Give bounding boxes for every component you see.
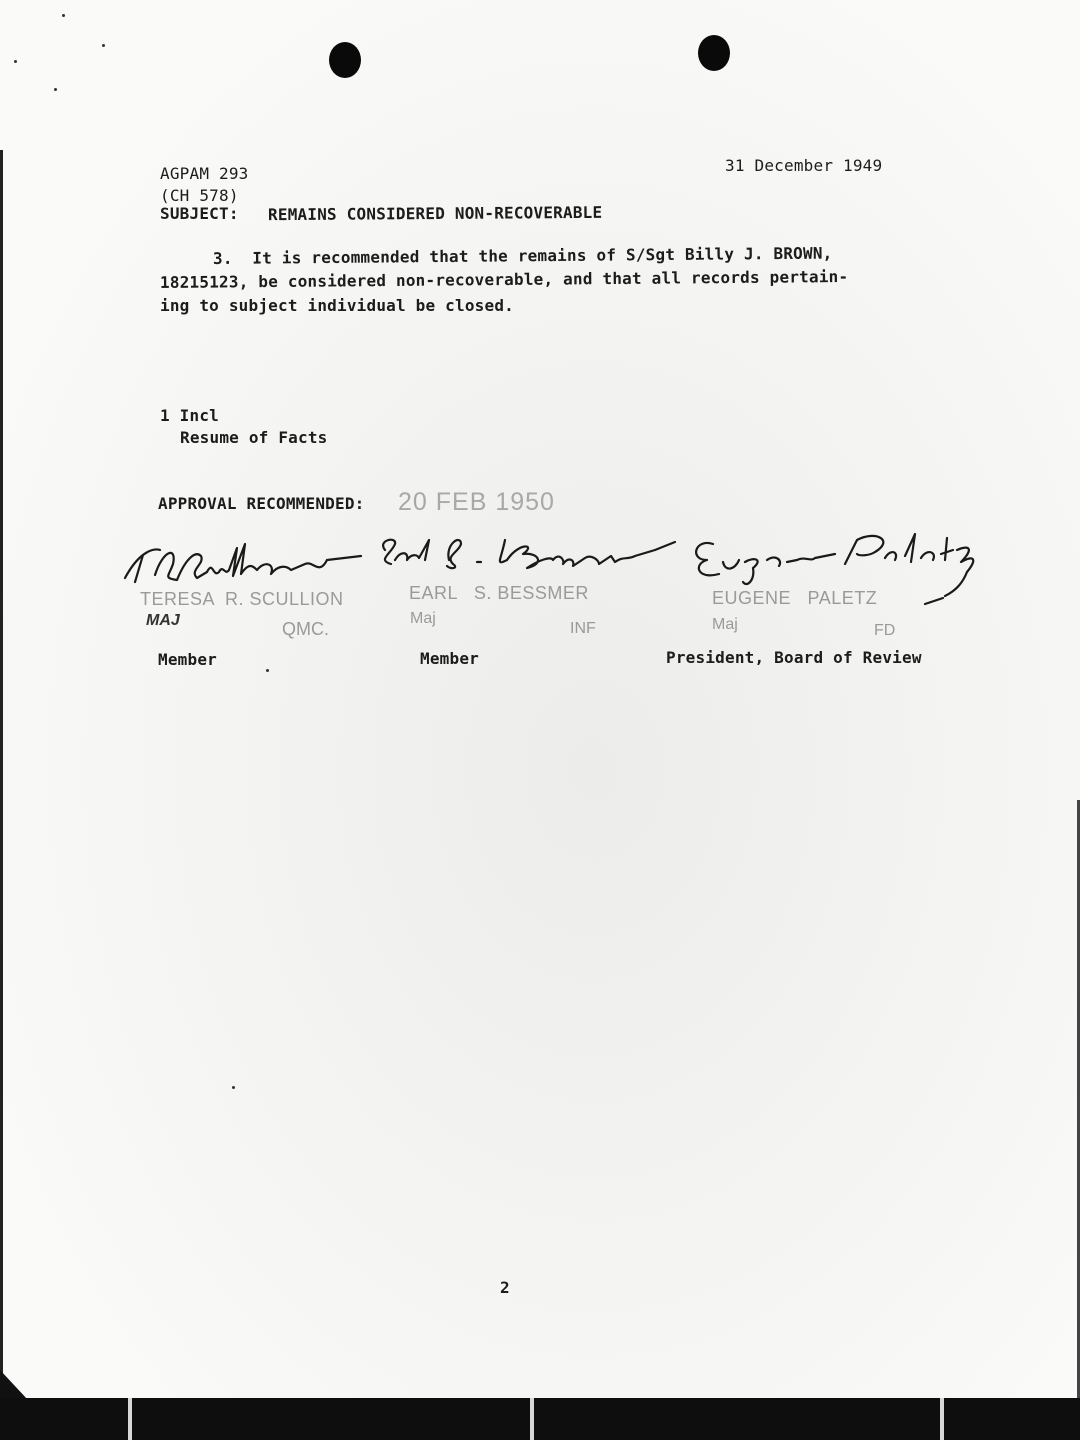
signer-2-branch: INF — [570, 620, 596, 637]
paragraph-line-1: 3. It is recommended that the remains of S/Sgt Billy J. BROWN, — [212, 243, 833, 268]
signer-3-role: President, Board of Review — [666, 648, 922, 667]
speck — [62, 14, 65, 17]
punch-hole-left — [329, 42, 361, 78]
pamphlet-number: AGPAM 293 — [160, 164, 249, 183]
speck — [232, 1086, 235, 1089]
speck — [14, 60, 17, 63]
signer-1-branch: QMC. — [282, 619, 329, 639]
signer-1-name-stamp: TERESA R. SCULLION — [140, 589, 344, 609]
speck — [102, 44, 105, 47]
subject-label: SUBJECT: — [160, 204, 239, 223]
enclosure-title: Resume of Facts — [180, 428, 328, 447]
change-number: (CH 578) — [160, 186, 239, 205]
enclosure-count: 1 Incl — [160, 406, 219, 425]
page-left-edge — [0, 150, 3, 1400]
signer-2-name-stamp: EARL S. BESSMER — [409, 583, 589, 603]
punch-hole-right — [698, 35, 730, 71]
document-date: 31 December 1949 — [725, 156, 883, 175]
subject-text: REMAINS CONSIDERED NON-RECOVERABLE — [267, 202, 603, 225]
scan-slit — [530, 1398, 534, 1440]
speck — [54, 88, 57, 91]
signer-2-rank: Maj — [410, 610, 436, 627]
page-number: 2 — [500, 1278, 510, 1297]
signer-1-role: Member — [158, 650, 217, 669]
scan-bottom-border — [0, 1398, 1080, 1440]
speck — [266, 669, 269, 672]
scan-slit — [940, 1398, 944, 1440]
signer-3-rank: Maj — [712, 616, 738, 633]
approval-date-stamp: 20 FEB 1950 — [398, 488, 555, 516]
signer-1-rank: MAJ — [146, 612, 180, 629]
signer-3-name-stamp: EUGENE PALETZ — [712, 588, 878, 608]
approval-label: APPROVAL RECOMMENDED: — [158, 494, 365, 513]
scan-corner-shadow — [0, 1370, 28, 1400]
paragraph-line-3: ing to subject individual be closed. — [160, 296, 514, 315]
paragraph-line-2: 18215123, be considered non-recoverable, and that all records pertain- — [159, 266, 849, 292]
signer-3-branch: FD — [874, 622, 896, 639]
signer-2-role: Member — [420, 649, 479, 668]
scan-slit — [128, 1398, 132, 1440]
